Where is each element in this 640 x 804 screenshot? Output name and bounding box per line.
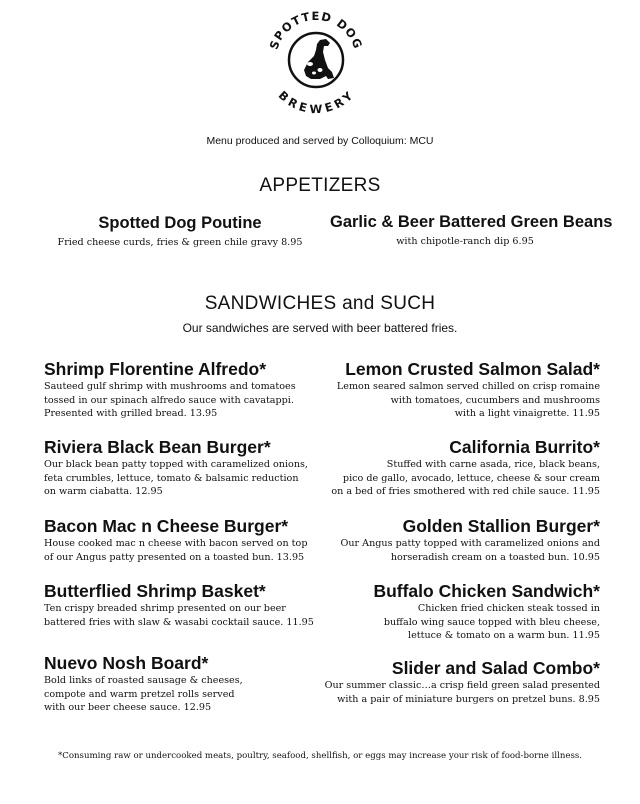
menu-item: [44, 358, 334, 421]
sandwiches-note: Our sandwiches are served with beer battered fries.: [182, 321, 458, 335]
menu-item: [44, 436, 334, 499]
item-name: California Burrito*: [449, 437, 600, 457]
item-name: Golden Stallion Burger*: [402, 516, 600, 536]
menu-item: [300, 436, 600, 499]
logo-text-bottom: BREWERY: [275, 87, 357, 114]
menu-item: [40, 212, 320, 250]
dog-icon: [304, 39, 334, 79]
spotted-dog-brewery-logo: [262, 6, 370, 114]
svg-text:BREWERY: [276, 88, 356, 114]
item-name: Garlic & Beer Battered Green Beans: [330, 213, 613, 231]
menu-item: [44, 580, 334, 629]
menu-item: [300, 358, 600, 421]
item-description: Ten crispy breaded shrimp presented on our beer battered fries with slaw & wasabi cocktail sauce. 11.95: [44, 603, 314, 628]
item-name: Shrimp Florentine Alfredo*: [44, 359, 267, 379]
item-name: Spotted Dog Poutine: [98, 214, 262, 232]
menu-item: [44, 652, 334, 715]
item-description: Our Angus patty topped with caramelized onions and horseradish cream on a toasted bun. 10.95: [340, 538, 600, 563]
item-name: Bacon Mac n Cheese Burger*: [44, 516, 289, 536]
item-description: Our black bean patty topped with caramelized onions, feta crumbles, lettuce, tomato & balsamic reduction on warm ciabatta. 12.95: [44, 459, 308, 498]
menu-item: [300, 657, 600, 706]
produced-by-note: Menu produced and served by Colloquium: MCU: [206, 135, 434, 147]
item-description: Lemon seared salmon served chilled on crisp romaine with tomatoes, cucumbers and mushrooms with a light vinaigrette. 11.95: [336, 381, 600, 420]
item-name: Lemon Crusted Salmon Salad*: [345, 359, 600, 379]
item-name: Riviera Black Bean Burger*: [44, 437, 271, 457]
svg-text:SPOTTED DOG: [267, 9, 366, 51]
sandwiches-heading: SANDWICHES and SUCH: [204, 293, 436, 314]
menu-item: [44, 515, 334, 564]
menu-item: [300, 515, 600, 564]
item-description: Stuffed with carne asada, rice, black beans, pico de gallo, avocado, lettuce, cheese & sour cream on a bed of fries smothered with red chile sauce. 11.95: [331, 459, 600, 498]
item-description: with chipotle-ranch dip 6.95: [396, 236, 534, 247]
item-description: Chicken fried chicken steak tossed in buffalo wing sauce topped with bleu cheese, lettuce & tomato on a warm bun. 11.95: [383, 603, 600, 642]
logo-text-top: SPOTTED DOG: [266, 8, 366, 52]
allergy-footnote: *Consuming raw or undercooked meats, poultry, seafood, shellfish, or eggs may increase your risk of food-borne illness.: [57, 751, 583, 761]
item-description: Sauteed gulf shrimp with mushrooms and tomatoes tossed in our spinach alfredo sauce with cavatappi. Presented with grilled bread. 13.95: [44, 381, 296, 420]
item-description: Bold links of roasted sausage & cheeses, compote and warm pretzel rolls served with our beer cheese sauce. 12.95: [44, 675, 243, 714]
item-description: Our summer classic…a crisp field green salad presented with a pair of miniature burgers on pretzel buns. 8.95: [324, 680, 600, 705]
menu-item: [300, 580, 600, 643]
item-name: Slider and Salad Combo*: [391, 658, 600, 678]
item-description: Fried cheese curds, fries & green chile gravy 8.95: [57, 237, 303, 248]
item-name: Nuevo Nosh Board*: [44, 653, 209, 673]
item-name: Butterflied Shrimp Basket*: [44, 581, 266, 601]
item-name: Buffalo Chicken Sandwich*: [373, 581, 600, 601]
item-description: House cooked mac n cheese with bacon served on top of our Angus patty presented on a toasted bun. 13.95: [44, 538, 308, 563]
appetizers-heading: APPETIZERS: [259, 175, 381, 196]
menu-item: [330, 211, 613, 249]
